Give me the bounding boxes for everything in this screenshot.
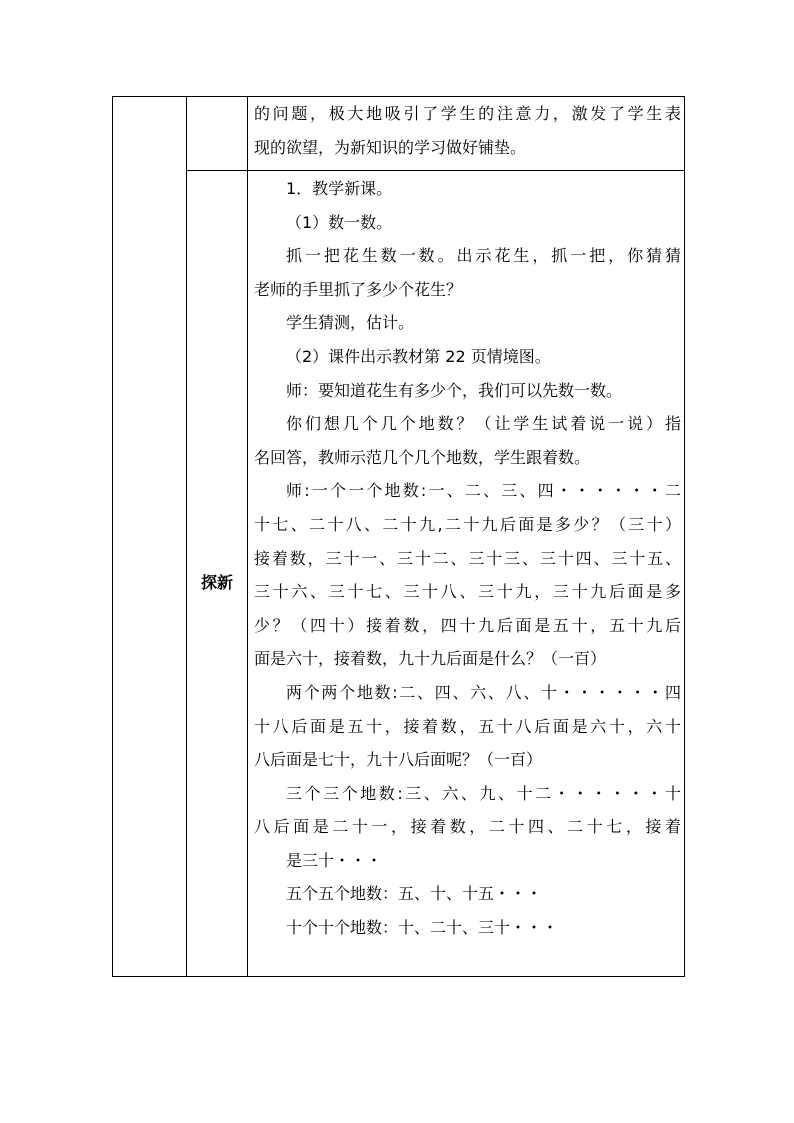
text-line: 老师的手里抓了多少个花生？ bbox=[254, 279, 463, 299]
text-line: 1．教学新课。 bbox=[286, 179, 393, 198]
text-line: 三十六、三十七、三十八、三十九，三十九后面是多 bbox=[254, 582, 681, 602]
section-label: 探新 bbox=[200, 573, 233, 592]
text-line: 十七、二十八、二十九,二十九后面是多少？（三十） bbox=[254, 514, 681, 534]
text-line: 接着数，三十一、三十二、三十三、三十四、三十五、 bbox=[254, 548, 681, 568]
text-line: 面是六十，接着数，九十九后面是什么？（一百） bbox=[254, 649, 607, 669]
lesson-plan-table bbox=[112, 96, 685, 977]
text-line: 十八后面是五十，接着数，五十八后面是六十，六十 bbox=[254, 716, 681, 736]
text-line: （2）课件出示教材第 22 页情境图。 bbox=[286, 346, 551, 366]
text-line: 的问题，极大地吸引了学生的注意力，激发了学生表 bbox=[254, 104, 681, 123]
new-lesson-cell-text bbox=[254, 172, 681, 945]
text-line: 学生猜测，估计。 bbox=[286, 313, 415, 333]
column-divider-1 bbox=[186, 97, 187, 976]
text-line: 两个两个地数:二、四、六、八、十・・・・・・四 bbox=[286, 682, 681, 702]
intro-cell-text bbox=[254, 97, 681, 164]
text-line: 抓一把花生数一数。出示花生，抓一把，你猜猜 bbox=[286, 246, 681, 266]
text-line: 是三十・・・ bbox=[286, 850, 383, 870]
column-divider-2 bbox=[247, 97, 248, 976]
text-line: 你们想几个几个地数？（让学生试着说一说）指 bbox=[286, 414, 681, 434]
text-line: 五个五个地数：五、十、十五・・・ bbox=[286, 884, 543, 904]
text-line: 十个十个地数：十、二十、三十・・・ bbox=[286, 918, 559, 938]
text-line: 师:一个一个地数:一、二、三、四・・・・・・二 bbox=[286, 481, 681, 501]
text-line: 八后面是二十一，接着数，二十四、二十七，接着 bbox=[254, 817, 681, 837]
text-line: 现的欲望，为新知识的学习做好铺垫。 bbox=[254, 137, 527, 157]
row-divider bbox=[187, 170, 684, 171]
text-line: 三个三个地数:三、六、九、十二・・・・・・十 bbox=[286, 783, 681, 803]
text-line: 八后面是七十，九十八后面呢？（一百） bbox=[254, 750, 543, 770]
text-line: （1）数一数。 bbox=[286, 212, 393, 232]
text-line: 师：要知道花生有多少个，我们可以先数一数。 bbox=[286, 380, 623, 400]
text-line: 少？（四十）接着数，四十九后面是五十，五十九后 bbox=[254, 615, 681, 635]
text-line: 名回答，教师示范几个几个地数，学生跟着数。 bbox=[254, 447, 591, 467]
